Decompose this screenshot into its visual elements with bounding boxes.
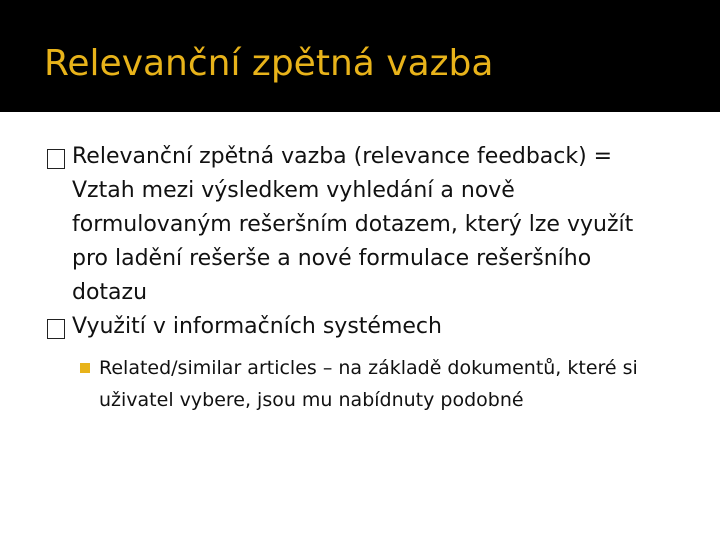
bullet-text: Relevanční zpětná vazba (relevance feedback) = Vztah mezi výsledkem vyhledání a nově formulovaným rešeršním dotazem, který lze využít pro ladění rešerše a nové formulace rešeršního dotazu [72, 144, 634, 305]
sub-bullet-item [0, 352, 669, 416]
bullet-text: Využití v informačních systémech [72, 314, 442, 339]
slide-title: Relevanční zpětná vazba [44, 43, 494, 84]
square-bullet-icon [80, 363, 90, 373]
title-bar [0, 0, 720, 112]
bullet-item [0, 310, 672, 344]
missing-glyph-box-icon [47, 149, 65, 169]
bullet-item [0, 140, 672, 310]
missing-glyph-box-icon [47, 319, 65, 339]
sub-bullet-text: Related/similar articles – na základě dokumentů, které si uživatel vybere, jsou mu nabídnuty podobné [99, 357, 638, 411]
slide-content [0, 140, 720, 416]
